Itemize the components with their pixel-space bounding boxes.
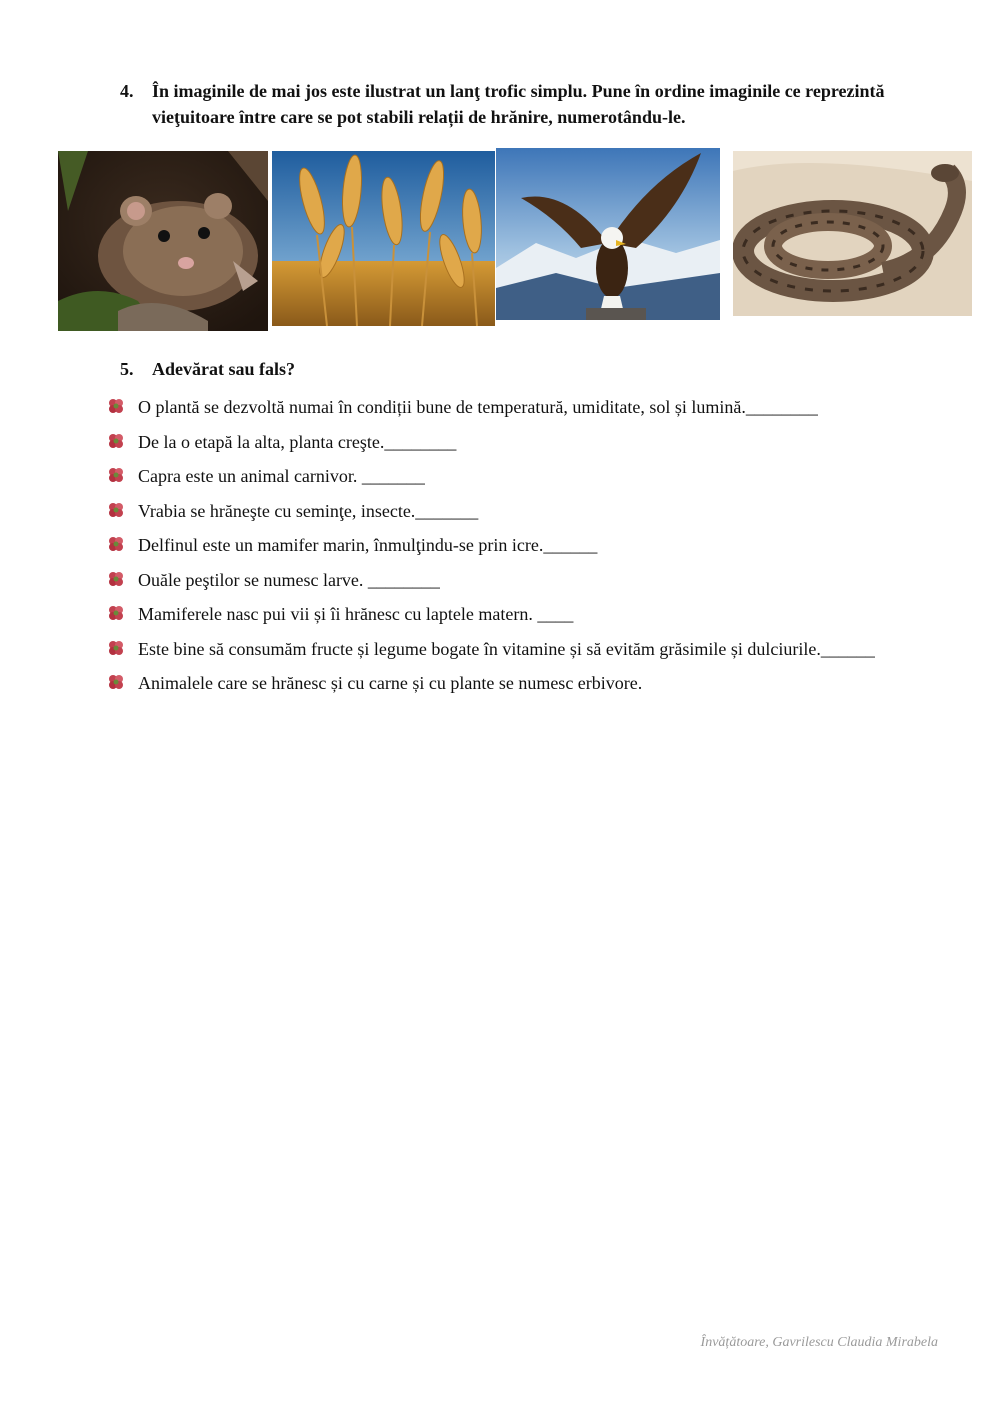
flower-bullet-icon	[108, 528, 138, 552]
statement-text: De la o etapă la alta, planta creşte.________	[138, 431, 457, 452]
question-4-number: 4.	[120, 81, 134, 101]
flower-bullet-icon	[108, 425, 138, 449]
flower-bullet-icon	[108, 666, 138, 690]
footer-author: Învățătoare, Gavrilescu Claudia Mirabela	[700, 1335, 938, 1350]
statement-text: Delfinul este un mamifer marin, înmulţindu-se prin icre.______	[138, 535, 598, 555]
statement-text: Animalele care se hrănesc și cu carne și cu plante se numesc erbivore.	[138, 673, 643, 693]
question-4	[120, 78, 920, 130]
list-item	[108, 597, 928, 632]
flower-bullet-icon	[108, 494, 138, 518]
statement-text: O plantă se dezvoltă numai în condiții bune de temperatură, umiditate, sol și lumină.________	[138, 397, 818, 417]
list-item	[108, 666, 928, 701]
list-item	[108, 632, 928, 667]
question-5-heading	[120, 356, 295, 382]
flower-bullet-icon	[108, 459, 138, 483]
statement-text: Mamiferele nasc pui vii și îi hrănesc cu laptele matern. ____	[138, 604, 574, 624]
question-5-title: Adevărat sau fals?	[152, 359, 295, 379]
question-5	[120, 356, 295, 382]
snake-image	[733, 151, 972, 316]
list-item	[108, 494, 928, 529]
list-item	[108, 425, 928, 460]
eagle-image	[496, 148, 720, 320]
list-item	[108, 563, 928, 598]
statement-text: Este bine să consumăm fructe și legume bogate în vitamine și să evităm grăsimile și dulciurile.______	[138, 638, 875, 659]
list-item	[108, 390, 928, 425]
list-item	[108, 459, 928, 494]
statement-text: Vrabia se hrăneşte cu seminţe, insecte._______	[138, 500, 479, 521]
question-4-heading	[120, 78, 920, 130]
flower-bullet-icon	[108, 390, 138, 414]
flower-bullet-icon	[108, 597, 138, 621]
mouse-image	[58, 151, 268, 331]
flower-bullet-icon	[108, 632, 138, 656]
question-4-text: În imaginile de mai jos este ilustrat un lanţ trofic simplu. Pune în ordine imaginile ce reprezintă vieţuitoare între care se pot stabili relații de hrănire, numerotându-le.	[152, 81, 885, 127]
true-false-list	[108, 390, 928, 701]
statement-text: Capra este un animal carnivor. _______	[138, 466, 425, 486]
question-5-number: 5.	[120, 359, 134, 379]
statement-text: Ouăle peştilor se numesc larve. ________	[138, 569, 440, 590]
flower-bullet-icon	[108, 563, 138, 587]
wheat-image	[272, 151, 495, 326]
list-item	[108, 528, 928, 563]
